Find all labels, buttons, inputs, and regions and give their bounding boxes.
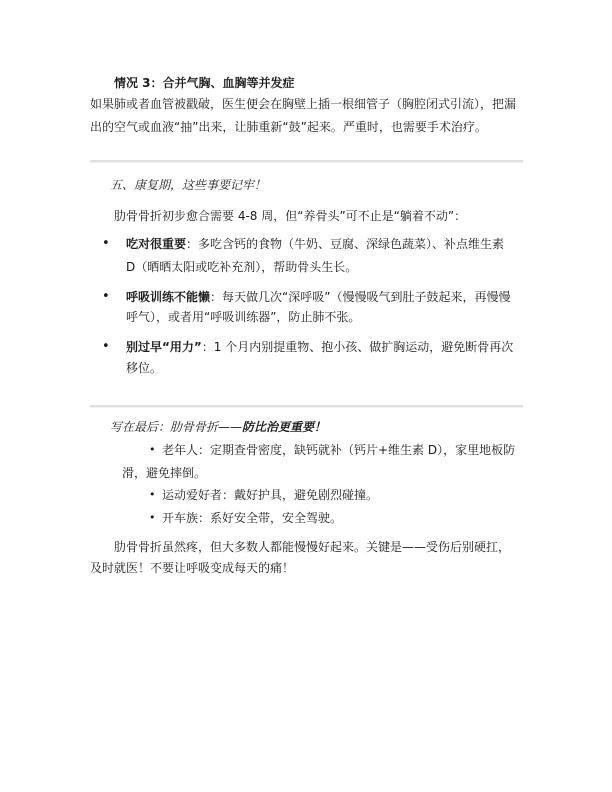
bullet-icon: • bbox=[149, 488, 156, 501]
list-item-diet-line1 bbox=[126, 236, 504, 252]
closing-item-elderly-line1: 老年人：定期查骨密度，缺钙就补（钙片+维生素 D），家里地板防 bbox=[162, 443, 516, 457]
bullet-icon: • bbox=[149, 443, 156, 456]
closing-item-elderly-line2: 滑，避免摔倒。 bbox=[122, 466, 207, 480]
list-item-breathing-line1 bbox=[126, 289, 510, 305]
section-5-intro: 肋骨骨折初步愈合需要 4-8 周，但“养骨头”可不止是“躺着不动”： bbox=[114, 209, 467, 223]
closing-heading-prefix: 写在最后：肋骨骨折—— bbox=[110, 420, 243, 434]
bullet-icon: • bbox=[102, 339, 110, 354]
closing-heading bbox=[110, 419, 326, 435]
bullet-icon: • bbox=[102, 289, 110, 304]
list-item-force-line2: 移位。 bbox=[126, 361, 163, 375]
situation-3-heading: 情况 3：合并气胸、血胸等并发症 bbox=[114, 76, 295, 90]
bullet-icon: • bbox=[102, 236, 110, 251]
situation-3-para-line2: 出的空气或血液“抽”出来，让肺重新“鼓”起来。严重时，也需要手术治疗。 bbox=[90, 120, 487, 134]
closing-item-driver: 开车族：系好安全带，安全驾驶。 bbox=[162, 511, 343, 525]
list-item-breathing-line2: 呼气），或者用“呼吸训练器”，防止肺不张。 bbox=[126, 310, 361, 324]
section-divider-1 bbox=[90, 160, 523, 163]
list-item-diet-text: ：多吃含钙的食物（牛奶、豆腐、深绿色蔬菜）、补点维生素 bbox=[186, 237, 505, 251]
list-item-diet-line2: D（晒晒太阳或吃补充剂），帮助骨头生长。 bbox=[126, 260, 358, 274]
closing-paragraph-line2: 及时就医！不要让呼吸变成每天的痛！ bbox=[90, 561, 295, 575]
list-item-force-line1 bbox=[126, 339, 513, 355]
list-item-breathing-text: ：每天做几次“深呼吸”（慢慢吸气到肚子鼓起来，再慢慢 bbox=[210, 290, 511, 304]
list-item-diet-bold: 吃对很重要 bbox=[126, 237, 187, 251]
list-item-breathing-bold: 呼吸训练不能懒 bbox=[126, 290, 211, 304]
section-5-heading: 五、康复期，这些事要记牢！ bbox=[110, 178, 267, 192]
situation-3-para-line1: 如果肺或者血管被戳破，医生便会在胸壁上插一根细管子（胸腔闭式引流），把漏 bbox=[90, 97, 517, 111]
section-divider-2 bbox=[90, 405, 523, 408]
list-item-force-text: ：1 个月内别提重物、抱小孩、做扩胸运动，避免断骨再次 bbox=[201, 340, 514, 354]
closing-item-sports: 运动爱好者：戴好护具，避免剧烈碰撞。 bbox=[162, 488, 379, 502]
closing-paragraph-line1: 肋骨骨折虽然疼，但大多数人都能慢慢好起来。关键是——受伤后别硬扛， bbox=[114, 540, 511, 554]
bullet-icon: • bbox=[149, 511, 156, 524]
list-item-force-bold: 别过早“用力” bbox=[126, 340, 202, 354]
closing-heading-bold: 防比治更重要！ bbox=[242, 420, 327, 434]
